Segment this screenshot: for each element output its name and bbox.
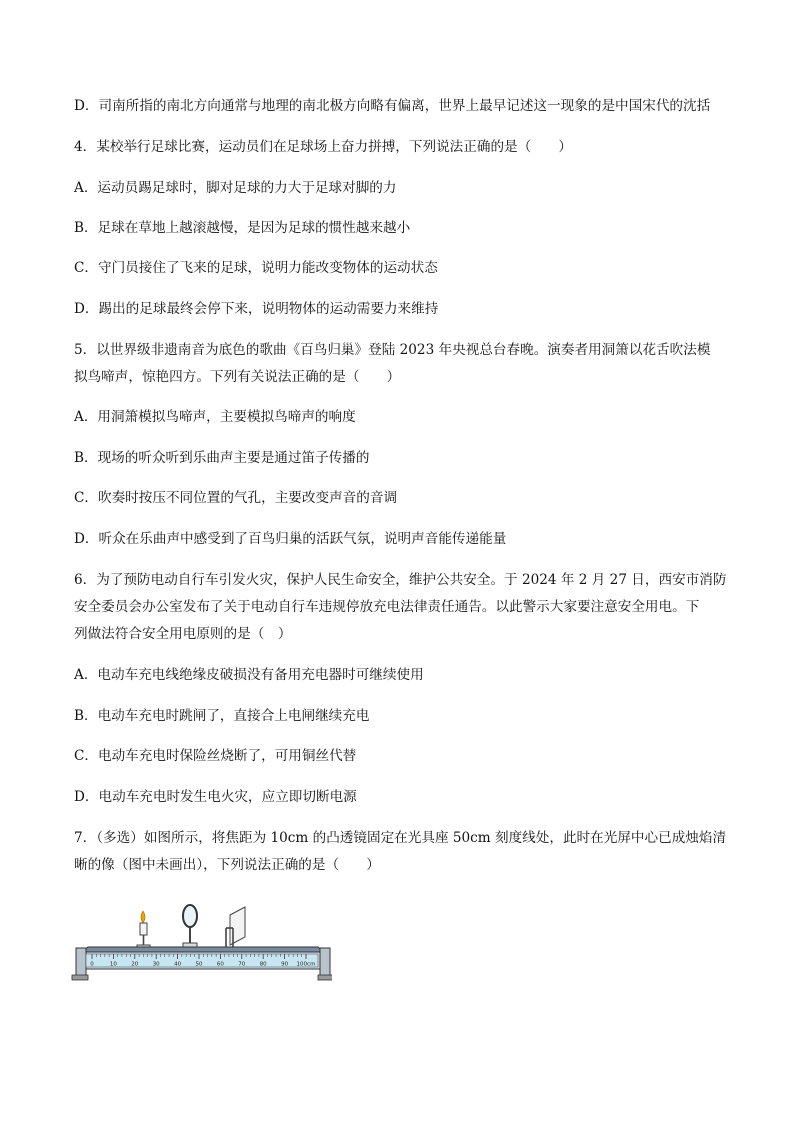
q5-stem-line-1: 5．以世界级非遗南音为底色的歌曲《百鸟归巢》登陆 2023 年央视总台春晚。演奏者用洞箫以花舌吹法模 — [74, 342, 711, 358]
q3-option-d: D．司南所指的南北方向通常与地理的南北极方向略有偏离，世界上最早记述这一现象的是中国宋代的沈括 — [74, 98, 711, 114]
scale-label: 0 — [90, 961, 94, 968]
q5-option-a: A．用洞箫模拟鸟啼声，主要模拟鸟啼声的响度 — [74, 409, 356, 425]
q4-option-c: C．守门员接住了飞来的足球，说明力能改变物体的运动状态 — [74, 260, 438, 276]
scale-label: 40 — [174, 961, 182, 968]
q4-option-b: B．足球在草地上越滚越慢，是因为足球的惯性越来越小 — [74, 220, 411, 236]
q4-option-d: D．踢出的足球最终会停下来，说明物体的运动需要力来维持 — [74, 301, 439, 317]
scale-ruler — [86, 954, 318, 968]
candle — [137, 911, 150, 951]
q4-option-a: A．运动员踢足球时，脚对足球的力大于足球对脚的力 — [74, 180, 397, 196]
optical-bench-figure — [70, 892, 332, 984]
light-screen — [220, 907, 245, 953]
scale-label: 80 — [259, 961, 267, 968]
q7-stem-line-1: 7．（多选）如图所示，将焦距为 10cm 的凸透镜固定在光具座 50cm 刻度线处，此时在光屏中心已成烛焰清 — [74, 830, 727, 846]
q6-option-a: A．电动车充电线绝缘皮破损没有备用充电器时可继续使用 — [74, 667, 424, 683]
scale-label: 90 — [281, 961, 289, 968]
scale-label: 10 — [109, 961, 117, 968]
scale-label: 70 — [238, 961, 246, 968]
optical-bench-diagram — [70, 892, 332, 984]
scale-label: 60 — [216, 961, 224, 968]
q6-option-d: D．电动车充电时发生电火灾，应立即切断电源 — [74, 789, 357, 805]
q6-option-c: C．电动车充电时保险丝烧断了，可用铜丝代替 — [74, 748, 357, 764]
q4-stem: 4．某校举行足球比赛，运动员们在足球场上奋力拼搏，下列说法正确的是（ ） — [74, 139, 573, 155]
q6-stem-line-2: 安全委员会办公室发布了关于电动自行车违规停放充电法律责任通告。以此警示大家要注意安全用电。下 — [74, 599, 700, 615]
q6-stem-line-3: 列做法符合安全用电原则的是（ ） — [74, 626, 292, 642]
scale-label: 30 — [152, 961, 160, 968]
scale-label: 50 — [195, 961, 203, 968]
q7-stem-line-2: 晰的像（图中未画出），下列说法正确的是（ ） — [74, 857, 380, 873]
q5-option-d: D．听众在乐曲声中感受到了百鸟归巢的活跃气氛，说明声音能传递能量 — [74, 531, 507, 547]
scale-label: 20 — [131, 961, 139, 968]
q6-stem-line-1: 6．为了预防电动自行车引发火灾，保护人民生命安全，维护公共安全。于 2024 年 2 月 27 日，西安市消防 — [74, 572, 727, 588]
scale-label: 100cm — [296, 961, 316, 968]
q5-option-b: B．现场的听众听到乐曲声主要是通过笛子传播的 — [74, 450, 370, 466]
q5-option-c: C．吹奏时按压不同位置的气孔，主要改变声音的音调 — [74, 490, 398, 506]
q6-option-b: B．电动车充电时跳闸了，直接合上电闸继续充电 — [74, 708, 370, 724]
q5-stem-line-2: 拟鸟啼声，惊艳四方。下列有关说法正确的是（ ） — [74, 369, 401, 385]
convex-lens — [183, 905, 197, 950]
